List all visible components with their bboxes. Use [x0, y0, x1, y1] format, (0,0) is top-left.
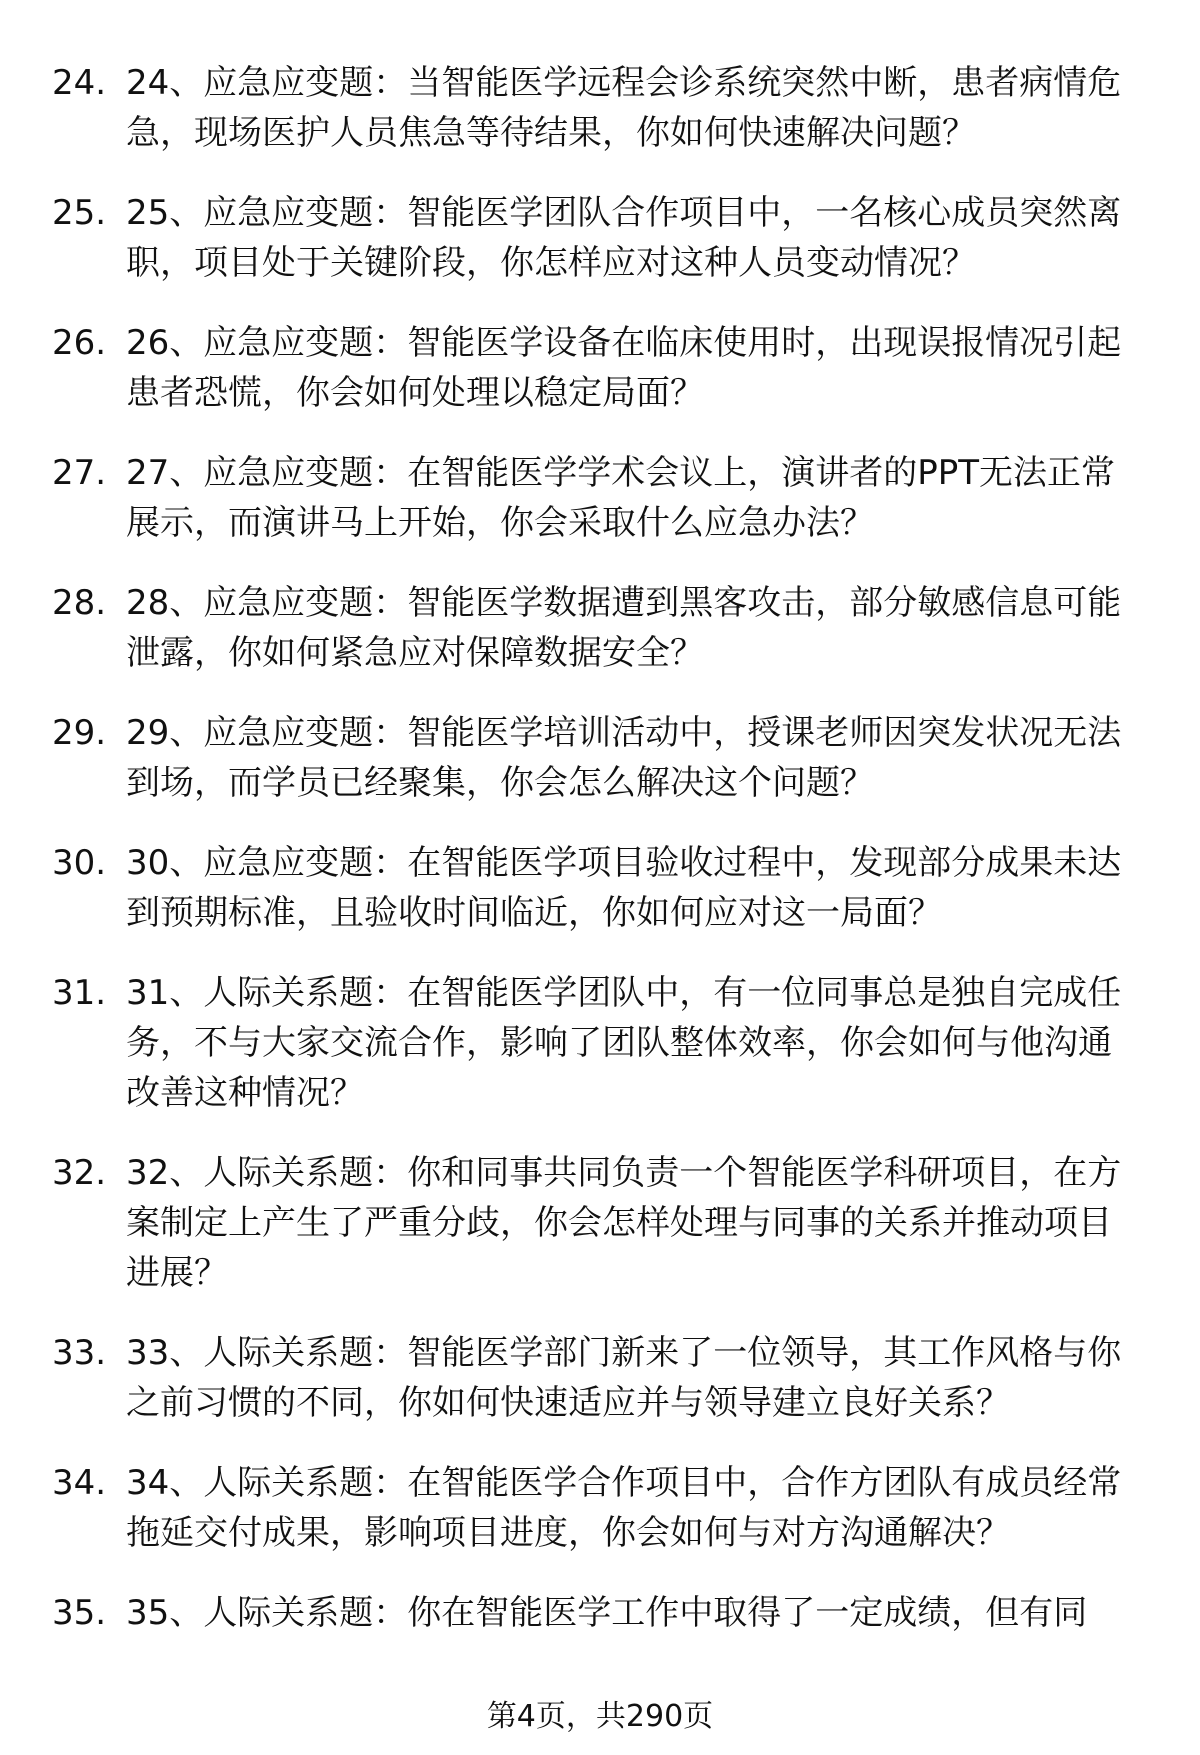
question-number: 32. — [52, 1153, 107, 1193]
question-text: 26、应急应变题：智能医学设备在临床使用时，出现误报情况引起患者恐慌，你会如何处理以稳定局面？ — [126, 323, 1122, 413]
question-number: 27. — [52, 453, 107, 493]
question-item — [52, 1328, 1152, 1428]
question-item — [52, 1148, 1152, 1298]
question-text: 35、人际关系题：你在智能医学工作中取得了一定成绩，但有同 — [126, 1593, 1088, 1633]
page-footer: 第4页，共290页 — [486, 1699, 714, 1734]
question-text: 29、应急应变题：智能医学培训活动中，授课老师因突发状况无法到场，而学员已经聚集，你会怎么解决这个问题？ — [126, 713, 1122, 803]
question-text: 30、应急应变题：在智能医学项目验收过程中，发现部分成果未达到预期标准，且验收时间临近，你如何应对这一局面？ — [126, 843, 1122, 933]
question-number: 28. — [52, 583, 107, 623]
question-number: 30. — [52, 843, 107, 883]
question-text: 24、应急应变题：当智能医学远程会诊系统突然中断，患者病情危急，现场医护人员焦急等待结果，你如何快速解决问题？ — [126, 63, 1122, 153]
question-text: 27、应急应变题：在智能医学学术会议上，演讲者的PPT无法正常展示，而演讲马上开始，你会采取什么应急办法？ — [126, 453, 1116, 543]
question-number: 24. — [52, 63, 107, 103]
question-text: 32、人际关系题：你和同事共同负责一个智能医学科研项目，在方案制定上产生了严重分歧，你会怎样处理与同事的关系并推动项目进展？ — [126, 1153, 1122, 1293]
question-number: 33. — [52, 1333, 107, 1373]
question-number: 29. — [52, 713, 107, 753]
question-text: 25、应急应变题：智能医学团队合作项目中，一名核心成员突然离职，项目处于关键阶段，你怎样应对这种人员变动情况？ — [126, 193, 1122, 283]
question-number: 34. — [52, 1463, 107, 1503]
question-number: 26. — [52, 323, 107, 363]
question-item — [52, 1458, 1152, 1558]
question-item — [52, 188, 1152, 288]
question-text: 34、人际关系题：在智能医学合作项目中，合作方团队有成员经常拖延交付成果，影响项目进度，你会如何与对方沟通解决？ — [126, 1463, 1122, 1553]
question-item — [52, 578, 1152, 678]
question-item — [52, 708, 1152, 808]
question-item — [52, 58, 1152, 158]
question-number: 35. — [52, 1593, 107, 1633]
question-number: 31. — [52, 973, 107, 1013]
question-text: 33、人际关系题：智能医学部门新来了一位领导，其工作风格与你之前习惯的不同，你如何快速适应并与领导建立良好关系？ — [126, 1333, 1122, 1423]
question-item — [52, 318, 1152, 418]
question-item — [52, 968, 1152, 1118]
question-item — [52, 1588, 1152, 1638]
question-text: 31、人际关系题：在智能医学团队中，有一位同事总是独自完成任务，不与大家交流合作，影响了团队整体效率，你会如何与他沟通改善这种情况？ — [126, 973, 1122, 1113]
question-list — [52, 58, 1152, 1668]
question-number: 25. — [52, 193, 107, 233]
question-text: 28、应急应变题：智能医学数据遭到黑客攻击，部分敏感信息可能泄露，你如何紧急应对保障数据安全？ — [126, 583, 1122, 673]
question-item — [52, 838, 1152, 938]
question-item — [52, 448, 1152, 548]
